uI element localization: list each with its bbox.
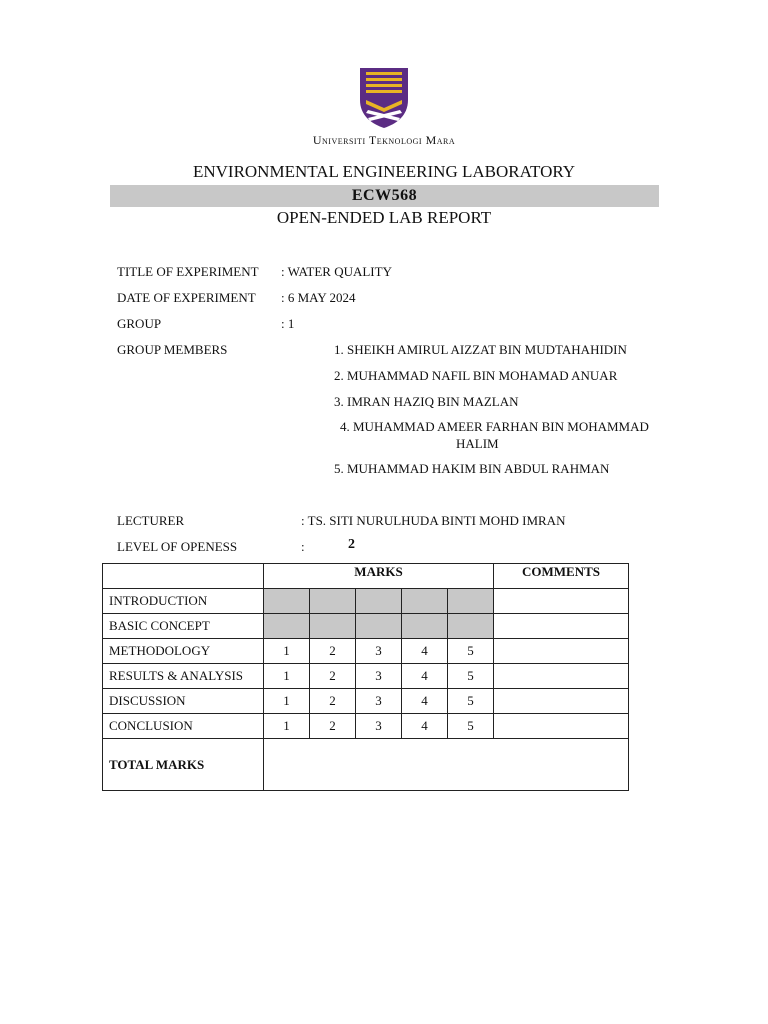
table-header-row [103,564,629,589]
level-of-openess-label: LEVEL OF OPENESS [117,539,238,554]
score-cell: 3 [356,639,402,664]
group-member: 1. SHEIKH AMIRUL AIZZAT BIN MUDTAHAHIDIN [334,342,627,357]
comment-cell [494,614,629,639]
score-cell: 2 [310,689,356,714]
group-member: 3. IMRAN HAZIQ BIN MAZLAN [334,394,519,409]
row-label: RESULTS & ANALYSIS [103,664,264,689]
score-cell [264,589,310,614]
comment-cell [494,639,629,664]
comment-cell [494,714,629,739]
group-member: 2. MUHAMMAD NAFIL BIN MOHAMAD ANUAR [334,368,618,383]
score-cell: 4 [402,639,448,664]
score-cell: 5 [448,639,494,664]
score-cell: 2 [310,714,356,739]
row-label: CONCLUSION [103,714,264,739]
comments-header: COMMENTS [494,564,629,589]
comment-cell [494,664,629,689]
score-cell [310,589,356,614]
row-label: BASIC CONCEPT [103,614,264,639]
table-row [103,589,629,614]
score-cell: 4 [402,689,448,714]
level-of-openess-value: 2 [348,537,355,552]
report-type: OPEN-ENDED LAB REPORT [276,208,492,227]
score-cell: 5 [448,664,494,689]
date-of-experiment-label: DATE OF EXPERIMENT [117,290,256,305]
lecturer-value: : TS. SITI NURULHUDA BINTI MOHD IMRAN [301,513,566,528]
score-cell: 4 [402,664,448,689]
group-members-label: GROUP MEMBERS [117,342,228,357]
score-cell [356,589,402,614]
score-cell: 3 [356,689,402,714]
score-cell [310,614,356,639]
row-label: DISCUSSION [103,689,264,714]
lab-title: ENVIRONMENTAL ENGINEERING LABORATORY [192,162,576,181]
score-cell: 1 [264,639,310,664]
table-row [103,639,629,664]
score-cell: 5 [448,714,494,739]
group-label: GROUP [117,316,162,331]
score-cell [264,614,310,639]
score-cell [402,589,448,614]
course-code-bar: ECW568 [110,185,659,207]
university-crest-logo [358,66,410,130]
row-label: INTRODUCTION [103,589,264,614]
table-row [103,689,629,714]
table-row [103,714,629,739]
score-cell: 5 [448,689,494,714]
group-value: : 1 [281,316,295,331]
table-corner-cell [103,564,264,589]
group-member: 4. MUHAMMAD AMEER FARHAN BIN MOHAMMAD [340,419,649,434]
level-of-openess-colon: : [301,539,305,554]
score-cell [356,614,402,639]
table-row [103,614,629,639]
score-cell: 3 [356,714,402,739]
marks-header: MARKS [264,564,494,589]
row-label: METHODOLOGY [103,639,264,664]
score-cell: 2 [310,639,356,664]
title-of-experiment-label: TITLE OF EXPERIMENT [117,264,259,279]
score-cell: 4 [402,714,448,739]
date-of-experiment-value: : 6 MAY 2024 [281,290,356,305]
comment-cell [494,689,629,714]
score-cell: 1 [264,714,310,739]
total-marks-cell [264,739,629,791]
total-row [103,739,629,791]
score-cell [448,614,494,639]
score-cell: 2 [310,664,356,689]
score-cell: 3 [356,664,402,689]
title-of-experiment-value: : WATER QUALITY [281,264,392,279]
marks-table [102,563,629,791]
score-cell [448,589,494,614]
score-cell [402,614,448,639]
group-member-continuation: HALIM [456,436,499,451]
comment-cell [494,589,629,614]
university-name: Universiti Teknologi Mara [312,133,456,147]
lecturer-label: LECTURER [117,513,185,528]
group-member: 5. MUHAMMAD HAKIM BIN ABDUL RAHMAN [334,461,610,476]
score-cell: 1 [264,689,310,714]
table-row [103,664,629,689]
score-cell: 1 [264,664,310,689]
total-marks-label: TOTAL MARKS [103,739,264,791]
